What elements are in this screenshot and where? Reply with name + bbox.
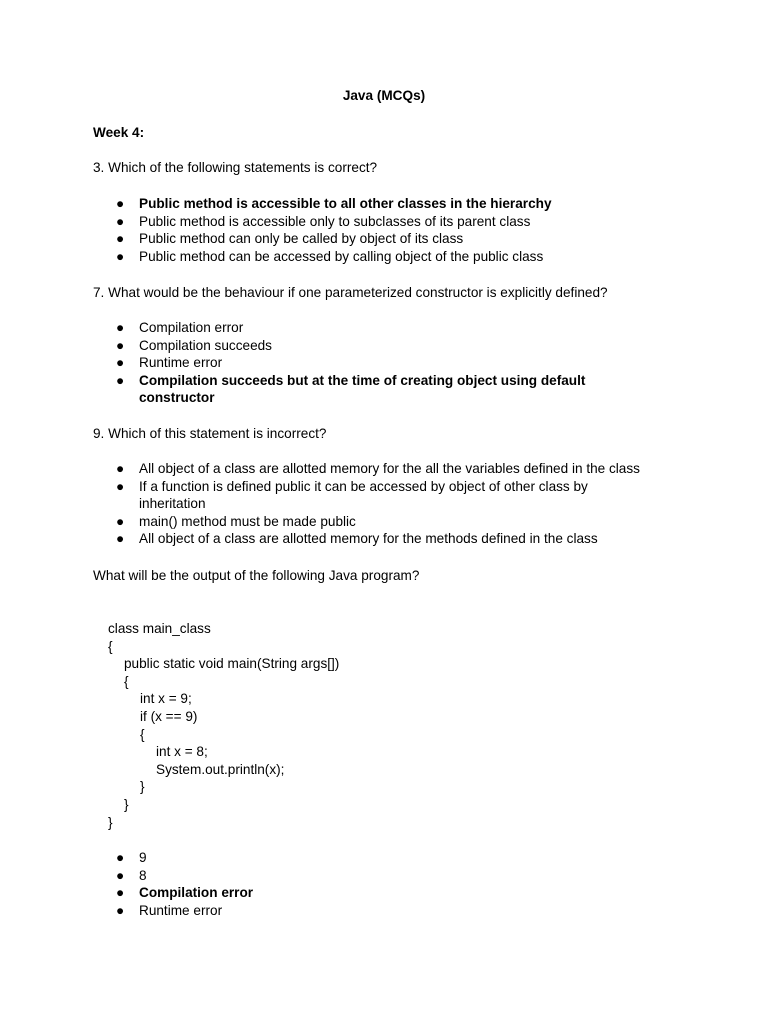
- code-line: }: [124, 796, 129, 812]
- option-text: Public method can be accessed by calling object of the public class: [139, 248, 544, 264]
- bullet-icon: ●: [116, 337, 125, 353]
- code-line: int x = 8;: [156, 744, 208, 760]
- option: [93, 513, 640, 531]
- bullet-icon: ●: [116, 513, 125, 529]
- bullet-icon: ●: [116, 531, 125, 547]
- question-9-options: [93, 460, 640, 548]
- code-line: int x = 9;: [140, 691, 192, 707]
- code-line: {: [108, 638, 113, 654]
- code-line: System.out.println(x);: [156, 761, 285, 777]
- option: [93, 337, 585, 355]
- option: [93, 867, 253, 885]
- code-line: {: [140, 726, 145, 742]
- option: [93, 213, 552, 231]
- code-line: class main_class: [108, 621, 211, 636]
- option-text: Public method can only be called by object of its class: [139, 231, 464, 247]
- question-3: 3. Which of the following statements is correct?: [93, 160, 378, 175]
- code-line: }: [108, 814, 113, 830]
- output-options: [93, 849, 253, 919]
- option-text-continued: inheritation: [139, 496, 206, 512]
- bullet-icon: ●: [116, 320, 125, 335]
- question-7-options: [93, 319, 585, 407]
- option-correct: [93, 884, 253, 902]
- bullet-icon: ●: [116, 478, 125, 494]
- option: [93, 248, 552, 266]
- option-text: All object of a class are allotted memory for the methods defined in the class: [139, 531, 598, 547]
- code-line: if (x == 9): [140, 708, 198, 724]
- question-3-options: [93, 195, 552, 265]
- option-text: main() method must be made public: [139, 513, 356, 529]
- code-line: {: [124, 673, 129, 689]
- option-text: If a function is defined public it can be accessed by object of other class by: [139, 478, 588, 494]
- bullet-icon: ●: [116, 461, 125, 476]
- bullet-icon: ●: [116, 231, 125, 247]
- bullet-icon: ●: [116, 372, 125, 388]
- option-text: Runtime error: [139, 902, 223, 918]
- bullet-icon: ●: [116, 902, 125, 918]
- option-text: All object of a class are allotted memory for the all the variables defined in the class: [139, 461, 640, 476]
- week-heading: Week 4:: [93, 125, 145, 140]
- question-9: 9. Which of this statement is incorrect?: [93, 426, 327, 441]
- code-block: [108, 620, 339, 831]
- option-text: 8: [139, 867, 147, 883]
- option-text: Compilation succeeds: [139, 337, 272, 353]
- option-text-continued: constructor: [139, 390, 215, 406]
- option: [93, 849, 253, 867]
- bullet-icon: ●: [116, 213, 125, 229]
- option: [93, 478, 640, 513]
- option-text: Runtime error: [139, 355, 223, 371]
- bullet-icon: ●: [116, 867, 125, 883]
- option: [93, 354, 585, 372]
- document-title: Java (MCQs): [342, 88, 426, 103]
- bullet-icon: ●: [116, 850, 125, 865]
- option-text: Public method is accessible only to subclasses of its parent class: [139, 213, 531, 229]
- option: [93, 319, 585, 337]
- question-output: What will be the output of the following Java program?: [93, 568, 420, 583]
- bullet-icon: ●: [116, 248, 125, 264]
- option-correct: [93, 372, 585, 407]
- option: [93, 530, 640, 548]
- option-text: 9: [139, 850, 147, 865]
- code-line: }: [140, 779, 145, 795]
- option: [93, 460, 640, 478]
- bullet-icon: ●: [116, 355, 125, 371]
- option: [93, 902, 253, 920]
- option-text: Public method is accessible to all other classes in the hierarchy: [139, 196, 552, 211]
- bullet-icon: ●: [116, 885, 125, 901]
- question-7: 7. What would be the behaviour if one parameterized constructor is explicitly defined?: [93, 285, 608, 300]
- option-text: Compilation error: [139, 885, 254, 901]
- option-correct: [93, 195, 552, 213]
- option: [93, 230, 552, 248]
- code-line: public static void main(String args[]): [124, 656, 340, 672]
- option-text: Compilation succeeds but at the time of creating object using default: [139, 372, 586, 388]
- option-text: Compilation error: [139, 320, 244, 335]
- bullet-icon: ●: [116, 196, 125, 211]
